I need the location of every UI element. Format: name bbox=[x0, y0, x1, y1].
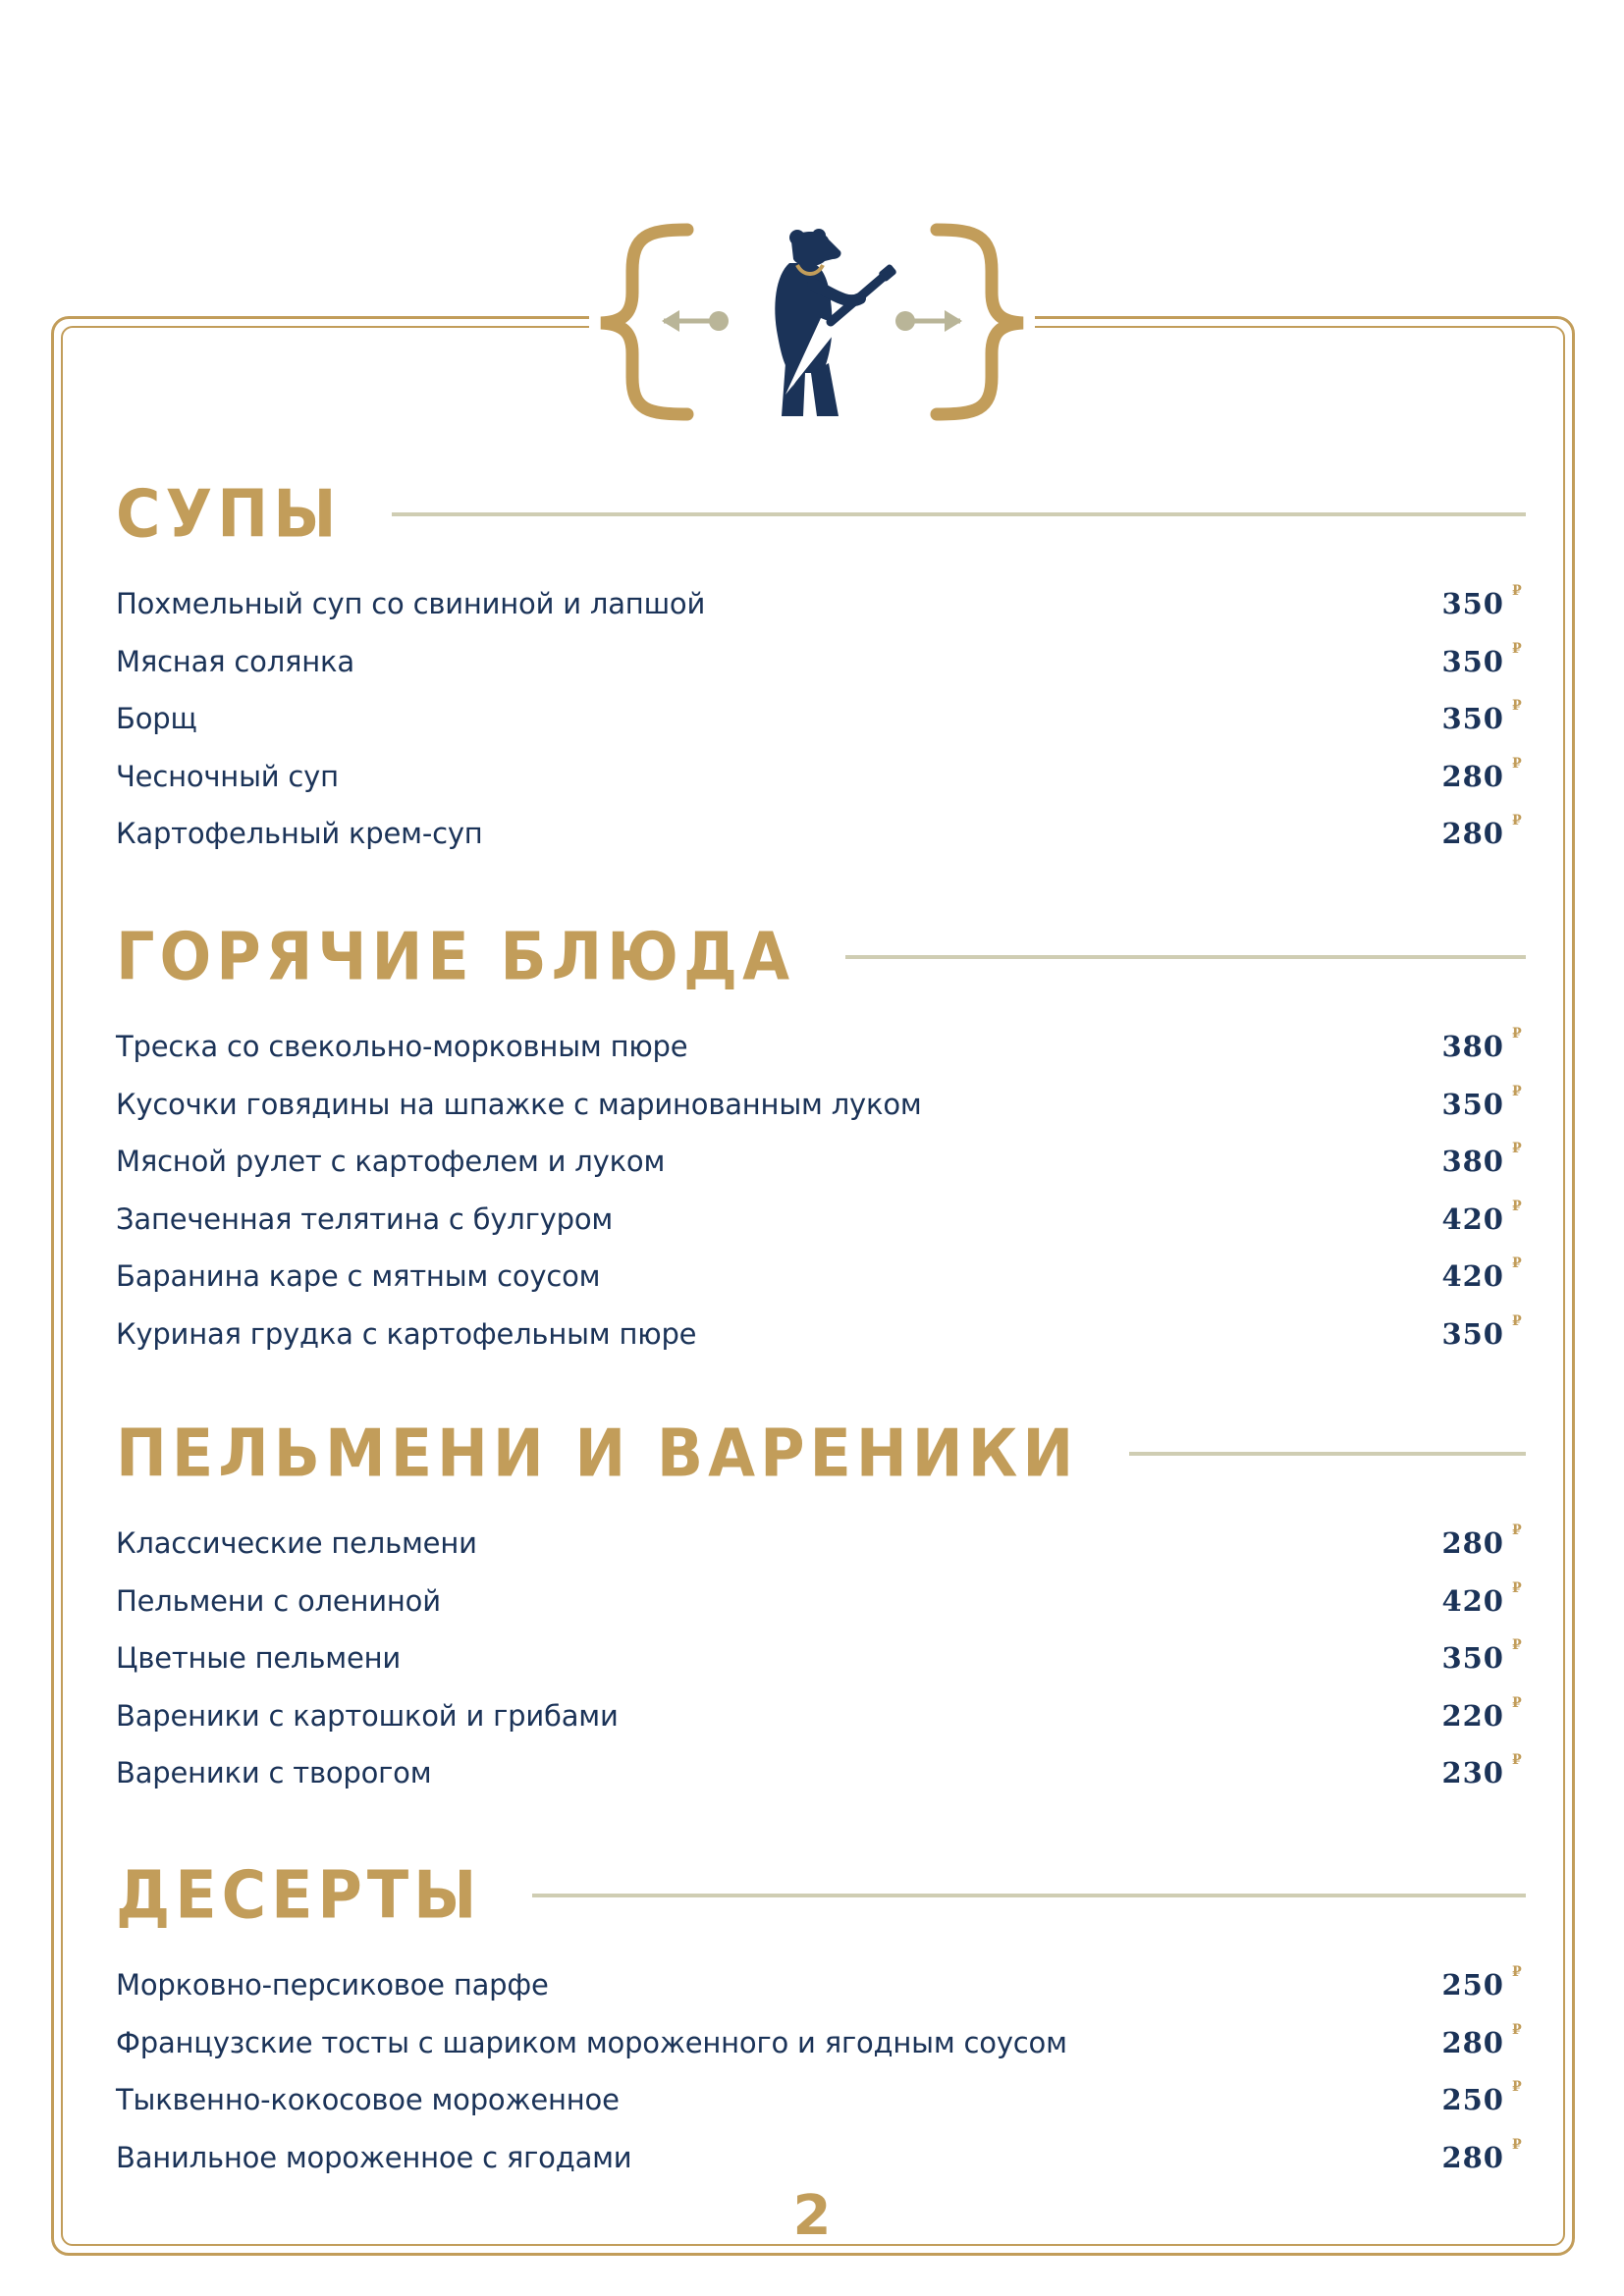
ruble-icon: ₽ bbox=[1512, 1637, 1522, 1654]
menu-item bbox=[116, 2129, 1522, 2187]
menu-item-price bbox=[1441, 1579, 1526, 1618]
menu-item-list bbox=[116, 575, 1522, 863]
menu-item bbox=[116, 1687, 1522, 1745]
menu-item bbox=[116, 748, 1522, 806]
menu-item-name: Ванильное мороженное с ягодами bbox=[116, 2140, 632, 2174]
menu-item-list bbox=[116, 1018, 1522, 1362]
menu-item-price bbox=[1441, 1312, 1526, 1351]
section-soups bbox=[116, 475, 1522, 863]
menu-item bbox=[116, 690, 1522, 748]
price-value: 280 bbox=[1441, 759, 1504, 793]
menu-item-name: Мясная солянка bbox=[116, 644, 354, 678]
menu-item-name: Картофельный крем-суп bbox=[116, 817, 483, 851]
menu-item-price bbox=[1441, 1083, 1526, 1121]
menu-item bbox=[116, 1515, 1522, 1573]
menu-item bbox=[116, 1018, 1522, 1076]
menu-item-name: Чесночный суп bbox=[116, 759, 339, 793]
menu-item-name: Борщ bbox=[116, 702, 197, 736]
menu-item-price bbox=[1441, 640, 1526, 678]
menu-item bbox=[116, 633, 1522, 691]
menu-item-name: Запеченная телятина с булгуром bbox=[116, 1201, 614, 1236]
page-number: 2 bbox=[783, 2189, 841, 2244]
menu-item-list bbox=[116, 1515, 1522, 1802]
price-value: 350 bbox=[1441, 644, 1504, 678]
section-title: ДЕСЕРТЫ bbox=[116, 1856, 482, 1934]
menu-item-name: Французские тосты с шариком мороженного и ягодным соусом bbox=[116, 2025, 1067, 2059]
section-divider bbox=[392, 512, 1526, 516]
price-value: 380 bbox=[1441, 1145, 1504, 1179]
price-value: 380 bbox=[1441, 1030, 1504, 1064]
price-value: 420 bbox=[1441, 1259, 1504, 1294]
price-value: 250 bbox=[1441, 2083, 1504, 2117]
ruble-icon: ₽ bbox=[1512, 755, 1522, 772]
ruble-icon: ₽ bbox=[1512, 1083, 1522, 1099]
menu-item-price bbox=[1441, 755, 1526, 793]
section-divider bbox=[532, 1894, 1526, 1897]
ruble-icon: ₽ bbox=[1512, 1312, 1522, 1329]
menu-item-name: Вареники с картошкой и грибами bbox=[116, 1698, 619, 1733]
menu-item-price bbox=[1441, 2136, 1526, 2174]
bear-with-balalaika-icon bbox=[775, 229, 897, 416]
menu-item-name: Куриная грудка с картофельным пюре bbox=[116, 1316, 697, 1351]
price-value: 250 bbox=[1441, 1968, 1504, 2002]
menu-item-price bbox=[1441, 2021, 1526, 2059]
right-arrow-icon bbox=[895, 310, 962, 332]
menu-item-price bbox=[1441, 1694, 1526, 1733]
ruble-icon: ₽ bbox=[1512, 1579, 1522, 1596]
menu-item-name: Кусочки говядины на шпажке с маринованным луком bbox=[116, 1087, 922, 1121]
price-value: 350 bbox=[1441, 1087, 1504, 1121]
menu-item bbox=[116, 805, 1522, 863]
section-hot-dishes bbox=[116, 918, 1522, 1362]
menu-item-name: Морковно-персиковое парфе bbox=[116, 1968, 549, 2002]
price-value: 280 bbox=[1441, 1526, 1504, 1561]
menu-item-price bbox=[1441, 698, 1526, 736]
menu-item-price bbox=[1441, 1637, 1526, 1676]
section-title: ПЕЛЬМЕНИ И ВАРЕНИКИ bbox=[116, 1415, 1079, 1492]
price-value: 280 bbox=[1441, 2140, 1504, 2174]
section-title: ГОРЯЧИЕ БЛЮДА bbox=[116, 918, 795, 995]
ruble-icon: ₽ bbox=[1512, 698, 1522, 715]
section-divider bbox=[845, 955, 1526, 959]
price-value: 350 bbox=[1441, 1641, 1504, 1676]
price-value: 280 bbox=[1441, 817, 1504, 851]
menu-item bbox=[116, 1248, 1522, 1306]
menu-item bbox=[116, 1629, 1522, 1687]
section-header bbox=[116, 1856, 1512, 1935]
menu-item bbox=[116, 1573, 1522, 1630]
ruble-icon: ₽ bbox=[1512, 2021, 1522, 2038]
menu-item bbox=[116, 2014, 1522, 2072]
price-value: 280 bbox=[1441, 2025, 1504, 2059]
menu-item-name: Мясной рулет с картофелем и луком bbox=[116, 1145, 666, 1179]
menu-item-price bbox=[1441, 1964, 1526, 2002]
menu-item bbox=[116, 1956, 1522, 2014]
price-value: 230 bbox=[1441, 1756, 1504, 1790]
ruble-icon: ₽ bbox=[1512, 1522, 1522, 1539]
menu-item bbox=[116, 1306, 1522, 1363]
menu-item-name: Тыквенно-кокосовое мороженное bbox=[116, 2083, 620, 2117]
section-divider bbox=[1129, 1452, 1526, 1456]
menu-item-list bbox=[116, 1956, 1522, 2186]
menu-item-price bbox=[1441, 1255, 1526, 1294]
section-header bbox=[116, 918, 1512, 996]
menu-item-price bbox=[1441, 1026, 1526, 1064]
menu-item-name: Классические пельмени bbox=[116, 1526, 477, 1561]
menu-item-name: Треска со свекольно-морковным пюре bbox=[116, 1030, 688, 1064]
menu-item-price bbox=[1441, 2079, 1526, 2117]
menu-item bbox=[116, 1133, 1522, 1191]
ruble-icon: ₽ bbox=[1512, 2079, 1522, 2096]
menu-item-price bbox=[1441, 1141, 1526, 1179]
menu-item bbox=[116, 1076, 1522, 1134]
menu-item-name: Пельмени с олениной bbox=[116, 1583, 441, 1618]
section-dumplings bbox=[116, 1415, 1522, 1802]
ruble-icon: ₽ bbox=[1512, 583, 1522, 600]
menu-item-price bbox=[1441, 1522, 1526, 1561]
ruble-icon: ₽ bbox=[1512, 1198, 1522, 1214]
price-value: 350 bbox=[1441, 587, 1504, 621]
price-value: 420 bbox=[1441, 1201, 1504, 1236]
section-desserts bbox=[116, 1856, 1522, 2186]
ruble-icon: ₽ bbox=[1512, 1752, 1522, 1769]
ruble-icon: ₽ bbox=[1512, 1026, 1522, 1042]
menu-item bbox=[116, 1744, 1522, 1802]
menu-item-price bbox=[1441, 813, 1526, 851]
ruble-icon: ₽ bbox=[1512, 1964, 1522, 1981]
menu-emblem bbox=[589, 216, 1035, 422]
menu-item-price bbox=[1441, 1752, 1526, 1790]
left-arrow-icon bbox=[662, 310, 729, 332]
menu-item-name: Баранина каре с мятным соусом bbox=[116, 1259, 601, 1294]
ruble-icon: ₽ bbox=[1512, 640, 1522, 657]
menu-item-price bbox=[1441, 583, 1526, 621]
section-header bbox=[116, 1415, 1512, 1493]
menu-item-name: Похмельный суп со свининой и лапшой bbox=[116, 587, 706, 621]
ruble-icon: ₽ bbox=[1512, 2136, 1522, 2153]
price-value: 420 bbox=[1441, 1583, 1504, 1618]
section-header bbox=[116, 475, 1512, 554]
price-value: 350 bbox=[1441, 702, 1504, 736]
menu-item-price bbox=[1441, 1198, 1526, 1236]
price-value: 220 bbox=[1441, 1698, 1504, 1733]
menu-item bbox=[116, 1191, 1522, 1249]
menu-item-name: Цветные пельмени bbox=[116, 1641, 402, 1676]
menu-item bbox=[116, 575, 1522, 633]
ruble-icon: ₽ bbox=[1512, 1694, 1522, 1711]
ruble-icon: ₽ bbox=[1512, 813, 1522, 829]
menu-item bbox=[116, 2071, 1522, 2129]
ruble-icon: ₽ bbox=[1512, 1255, 1522, 1272]
section-title: СУПЫ bbox=[116, 475, 342, 553]
menu-item-name: Вареники с творогом bbox=[116, 1756, 432, 1790]
price-value: 350 bbox=[1441, 1316, 1504, 1351]
ruble-icon: ₽ bbox=[1512, 1141, 1522, 1157]
